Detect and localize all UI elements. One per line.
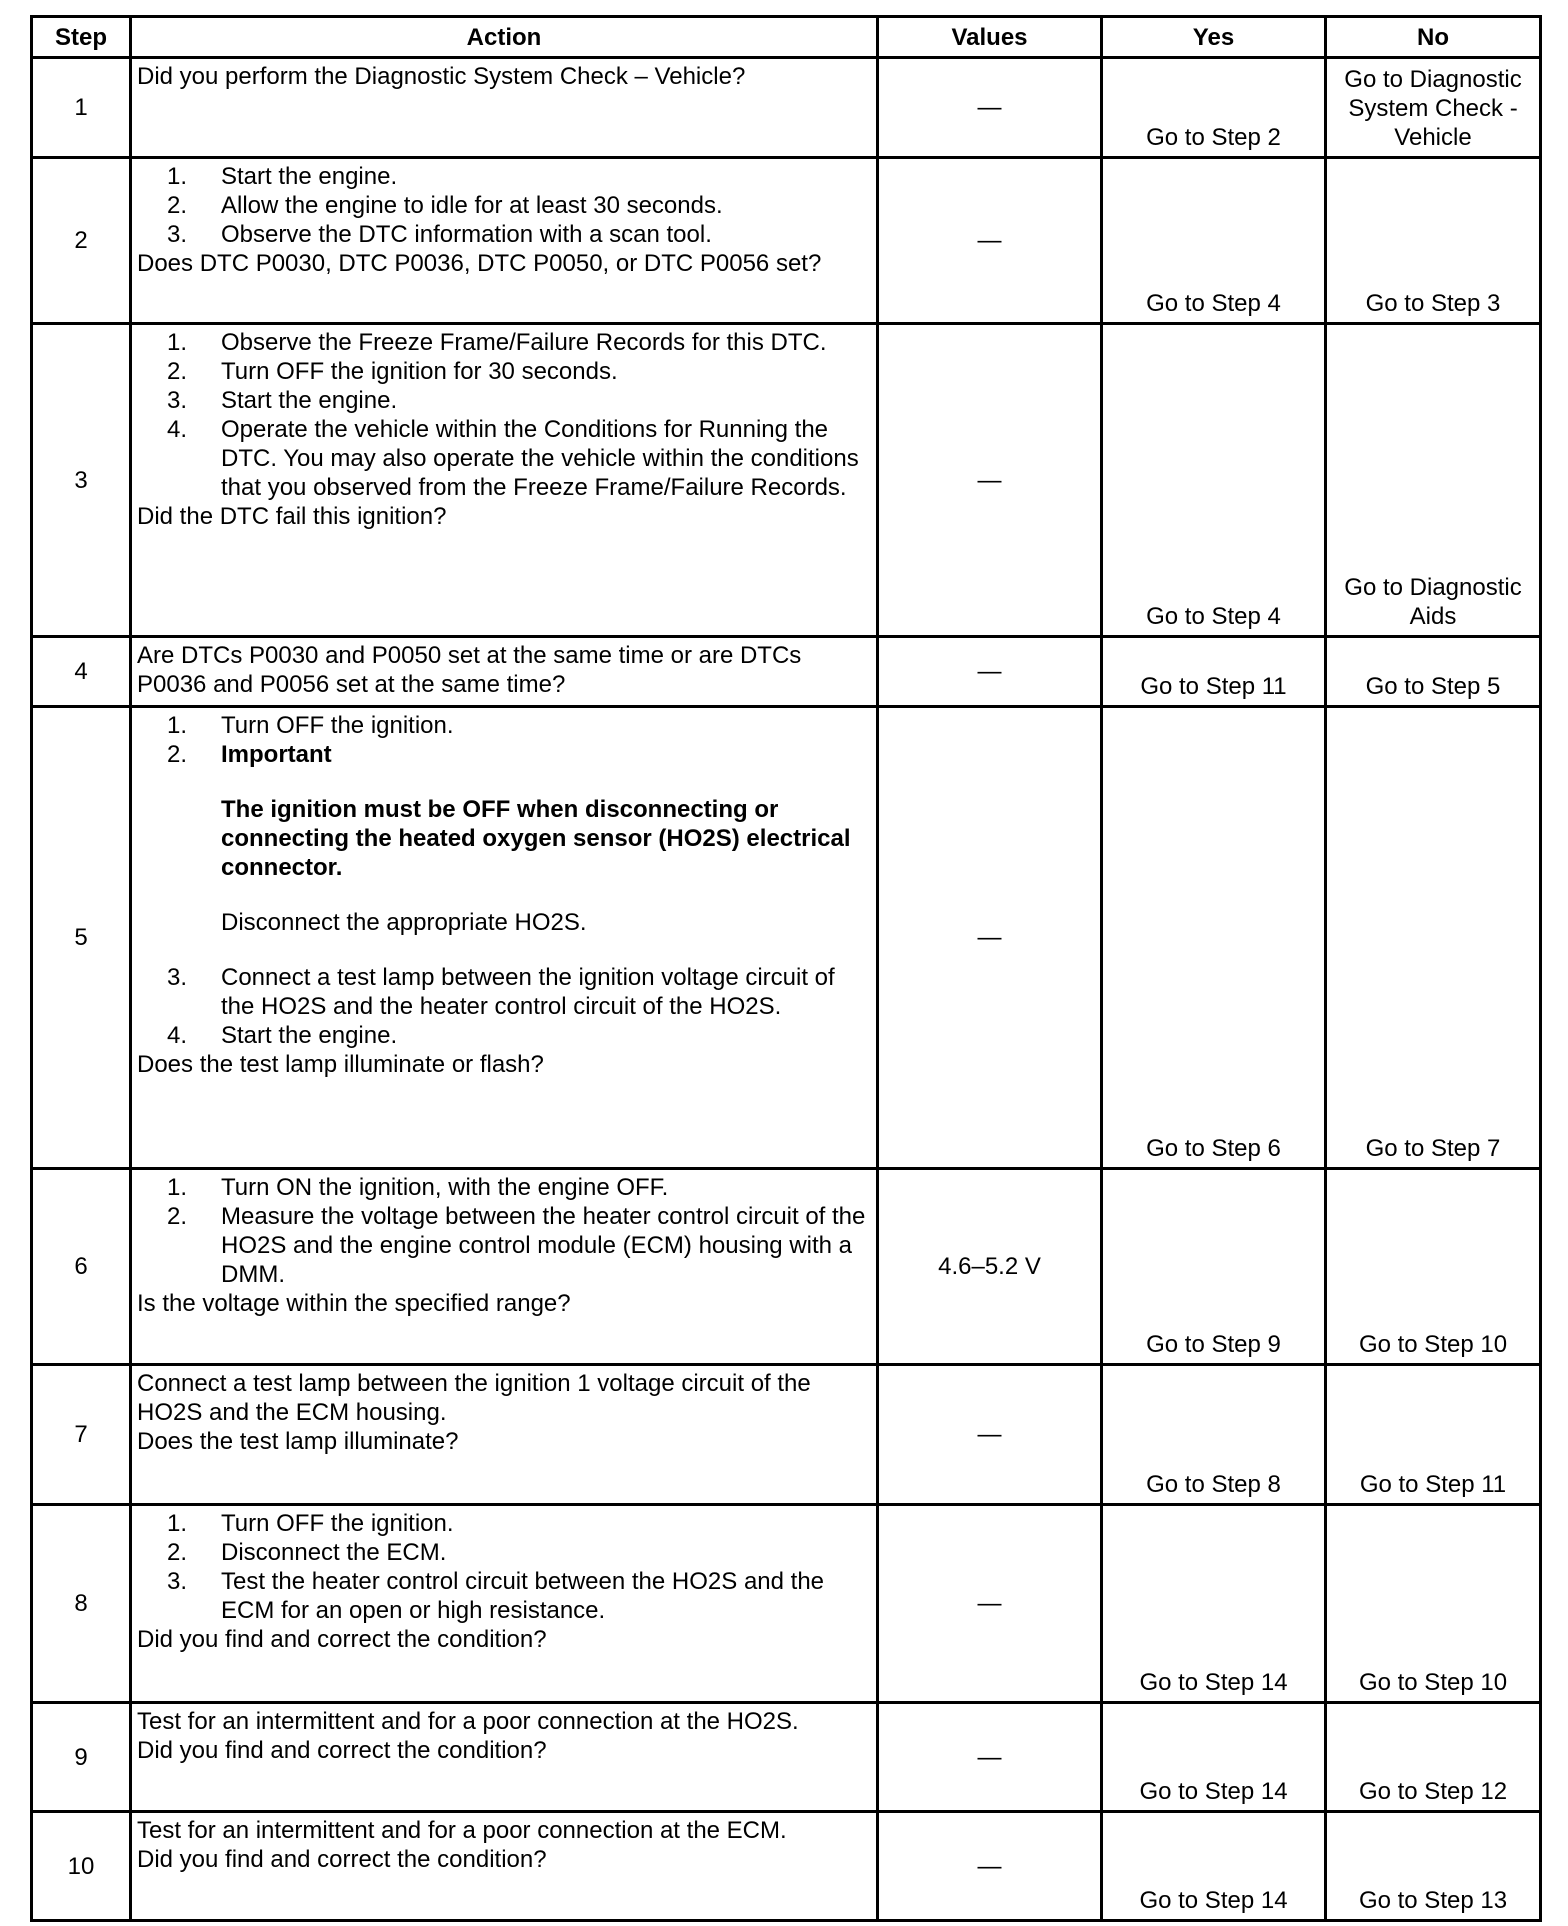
- values-cell: —: [878, 158, 1102, 324]
- list-item-text: Disconnect the appropriate HO2S.: [221, 909, 587, 936]
- no-cell: Go to Step 11: [1326, 1365, 1541, 1505]
- step-question: Is the voltage within the specified range?: [137, 1290, 571, 1317]
- action-list: [137, 1173, 872, 1289]
- table-row: [32, 1505, 1541, 1703]
- list-item: 3. Connect a test lamp between the ignition voltage circuit of the HO2S and the heater control circuit of the HO2S.: [166, 964, 835, 1020]
- step-question: Did you find and correct the condition?: [137, 1846, 547, 1873]
- step-number: 8: [32, 1505, 131, 1703]
- yes-cell: Go to Step 14: [1102, 1812, 1326, 1921]
- action-cell: [131, 1169, 878, 1365]
- list-item: 4. Start the engine.: [166, 1022, 398, 1049]
- yes-cell: Go to Step 8: [1102, 1365, 1326, 1505]
- no-cell: Go to Step 7: [1326, 707, 1541, 1169]
- step-question: Did the DTC fail this ignition?: [137, 503, 447, 530]
- values-cell: 4.6–5.2 V: [878, 1169, 1102, 1365]
- values-cell: —: [878, 324, 1102, 637]
- action-list: [137, 1509, 872, 1625]
- header-row: [32, 17, 1541, 58]
- table-row: [32, 158, 1541, 324]
- table-row: [32, 707, 1541, 1169]
- values-cell: —: [878, 1703, 1102, 1812]
- step-question: Did you perform the Diagnostic System Check – Vehicle?: [137, 63, 746, 90]
- important-label: Important: [221, 741, 332, 768]
- yes-cell: Go to Step 4: [1102, 324, 1326, 637]
- yes-cell: Go to Step 9: [1102, 1169, 1326, 1365]
- list-item: 2. Disconnect the ECM.: [166, 1539, 447, 1566]
- header-step: Step: [32, 17, 131, 58]
- list-item: 3. Test the heater control circuit between the HO2S and the ECM for an open or high resistance.: [166, 1568, 825, 1624]
- list-item: 1. Turn OFF the ignition.: [166, 712, 454, 739]
- list-item: 2. Turn OFF the ignition for 30 seconds.: [166, 358, 618, 385]
- no-cell: Go to Diagnostic Aids: [1326, 324, 1541, 637]
- values-cell: —: [878, 1505, 1102, 1703]
- no-cell: Go to Step 12: [1326, 1703, 1541, 1812]
- step-number: 9: [32, 1703, 131, 1812]
- action-cell: [131, 158, 878, 324]
- step-number: 1: [32, 58, 131, 158]
- values-cell: —: [878, 707, 1102, 1169]
- step-number: 5: [32, 707, 131, 1169]
- header-no: No: [1326, 17, 1541, 58]
- action-cell: [131, 707, 878, 1169]
- diagnostic-table: [30, 15, 1542, 1922]
- action-cell: [131, 637, 878, 707]
- step-number: 7: [32, 1365, 131, 1505]
- no-cell: Go to Step 10: [1326, 1505, 1541, 1703]
- important-warning: The ignition must be OFF when disconnecting or connecting the heated oxygen sensor (HO2S) electrical connector.: [221, 796, 851, 881]
- values-cell: —: [878, 1365, 1102, 1505]
- step-instruction: Test for an intermittent and for a poor connection at the ECM.: [137, 1817, 787, 1844]
- no-cell: Go to Step 10: [1326, 1169, 1541, 1365]
- step-instruction: Connect a test lamp between the ignition 1 voltage circuit of the HO2S and the ECM housing.: [137, 1370, 811, 1426]
- yes-cell: Go to Step 2: [1102, 58, 1326, 158]
- step-number: 2: [32, 158, 131, 324]
- action-list: [137, 711, 872, 1050]
- step-question: Does the test lamp illuminate?: [137, 1428, 459, 1455]
- list-item: 2. Allow the engine to idle for at least 30 seconds.: [166, 192, 723, 219]
- step-number: 10: [32, 1812, 131, 1921]
- no-cell: Go to Step 5: [1326, 637, 1541, 707]
- table-row: [32, 1703, 1541, 1812]
- header-action: Action: [131, 17, 878, 58]
- action-cell: [131, 324, 878, 637]
- yes-cell: Go to Step 11: [1102, 637, 1326, 707]
- table-row: [32, 58, 1541, 158]
- step-number: 4: [32, 637, 131, 707]
- step-instruction: Test for an intermittent and for a poor connection at the HO2S.: [137, 1708, 799, 1735]
- list-item: 1. Observe the Freeze Frame/Failure Records for this DTC.: [166, 329, 827, 356]
- step-question: Does the test lamp illuminate or flash?: [137, 1051, 544, 1078]
- yes-cell: Go to Step 14: [1102, 1505, 1326, 1703]
- no-cell: Go to Step 13: [1326, 1812, 1541, 1921]
- list-item: 3. Start the engine.: [166, 387, 398, 414]
- no-cell: Go to Diagnostic System Check - Vehicle: [1326, 58, 1541, 158]
- action-list: [137, 328, 872, 502]
- action-cell: [131, 1505, 878, 1703]
- table-row: [32, 324, 1541, 637]
- step-question: Did you find and correct the condition?: [137, 1626, 547, 1653]
- step-number: 3: [32, 324, 131, 637]
- table-row: [32, 1365, 1541, 1505]
- values-cell: —: [878, 637, 1102, 707]
- action-cell: [131, 1703, 878, 1812]
- diagnostic-table-sheet: [30, 15, 1539, 1922]
- list-item: 1. Start the engine.: [166, 163, 398, 190]
- header-yes: Yes: [1102, 17, 1326, 58]
- table-row: [32, 637, 1541, 707]
- values-cell: —: [878, 1812, 1102, 1921]
- list-item: 3. Observe the DTC information with a scan tool.: [166, 221, 712, 248]
- values-cell: —: [878, 58, 1102, 158]
- yes-cell: Go to Step 4: [1102, 158, 1326, 324]
- action-cell: [131, 1812, 878, 1921]
- list-item: 1. Turn OFF the ignition.: [166, 1510, 454, 1537]
- action-list: [137, 162, 872, 249]
- action-cell: [131, 1365, 878, 1505]
- list-item: 1. Turn ON the ignition, with the engine OFF.: [166, 1174, 669, 1201]
- list-item: 2. Important The ignition must be OFF when disconnecting or connecting the heated oxygen sensor (HO2S) electrical connector. Disconnect the appropriate HO2S.: [137, 740, 872, 963]
- header-values: Values: [878, 17, 1102, 58]
- table-row: [32, 1812, 1541, 1921]
- step-number: 6: [32, 1169, 131, 1365]
- action-cell: [131, 58, 878, 158]
- yes-cell: Go to Step 6: [1102, 707, 1326, 1169]
- step-question: Did you find and correct the condition?: [137, 1737, 547, 1764]
- step-question: Are DTCs P0030 and P0050 set at the same time or are DTCs P0036 and P0056 set at the same time?: [137, 642, 802, 698]
- list-item: 2. Measure the voltage between the heater control circuit of the HO2S and the engine control module (ECM) housing with a DMM.: [166, 1203, 866, 1288]
- table-row: [32, 1169, 1541, 1365]
- list-item: 4. Operate the vehicle within the Conditions for Running the DTC. You may also operate the vehicle within the conditions that you observed from the Freeze Frame/Failure Records.: [166, 416, 859, 501]
- yes-cell: Go to Step 14: [1102, 1703, 1326, 1812]
- no-cell: Go to Step 3: [1326, 158, 1541, 324]
- step-question: Does DTC P0030, DTC P0036, DTC P0050, or DTC P0056 set?: [137, 250, 822, 277]
